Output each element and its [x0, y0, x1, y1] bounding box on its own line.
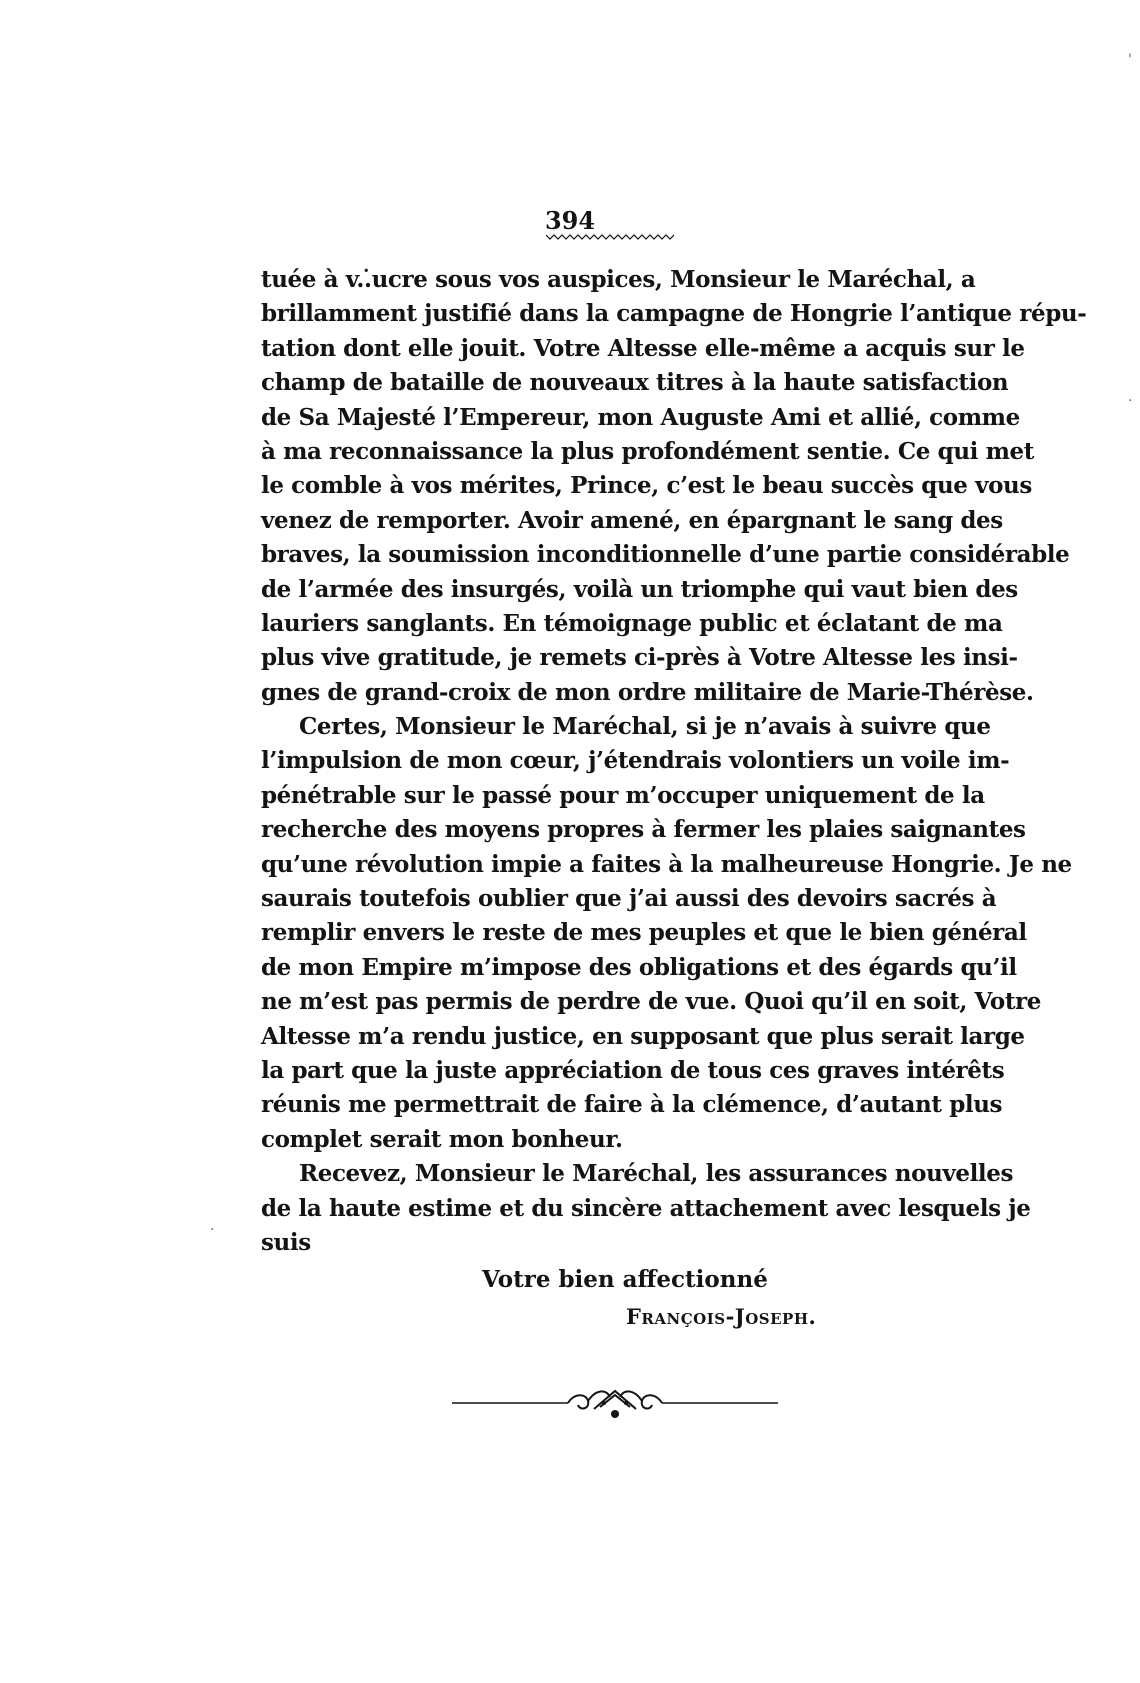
text-line: de mon Empire m’impose des obligations et des égards qu’il	[261, 953, 1017, 981]
text-line: complet serait mon bonheur.	[261, 1125, 623, 1153]
signature: François-Joseph.	[626, 1304, 817, 1329]
text-line: saurais toutefois oublier que j’ai aussi des devoirs sacrés à	[261, 885, 997, 913]
text-line: de Sa Majesté l’Empereur, mon Auguste Ami et allié, comme	[261, 403, 1020, 431]
text-line: pénétrable sur le passé pour m’occuper uniquement de la	[261, 781, 985, 809]
text-line: Recevez, Monsieur le Maréchal, les assurances nouvelles	[299, 1160, 1014, 1188]
closing-salutation: Votre bien affectionné	[482, 1266, 768, 1293]
margin-speck: ·	[1128, 393, 1133, 409]
page-number: 394	[544, 206, 596, 235]
text-line: tuée à v..̇ucre sous vos auspices, Monsieur le Maréchal, a	[261, 266, 976, 293]
margin-speck: ·	[210, 1222, 215, 1238]
page-number-wavy-rule	[546, 233, 674, 241]
text-line: lauriers sanglants. En témoignage public et éclatant de ma	[261, 609, 1003, 637]
text-line: de la haute estime et du sincère attachement avec lesquels je	[261, 1194, 1031, 1222]
letter-body	[261, 263, 1087, 1260]
text-line: braves, la soumission inconditionnelle d’une partie considérable	[261, 541, 1070, 569]
text-line: venez de remporter. Avoir amené, en épargnant le sang des	[261, 506, 1003, 534]
text-line: tation dont elle jouit. Votre Altesse elle-même a acquis sur le	[261, 334, 1025, 362]
ornamental-divider-icon	[450, 1383, 780, 1425]
text-line: ne m’est pas permis de perdre de vue. Quoi qu’il en soit, Votre	[261, 988, 1041, 1016]
text-line: le comble à vos mérites, Prince, c’est le beau succès que vous	[261, 472, 1032, 500]
text-line: l’impulsion de mon cœur, j’étendrais volontiers un voile im-	[261, 747, 1010, 775]
text-line: la part que la juste appréciation de tous ces graves intérêts	[261, 1056, 1005, 1084]
text-line: recherche des moyens propres à fermer les plaies saignantes	[261, 816, 1026, 844]
text-line: réunis me permettrait de faire à la clémence, d’autant plus	[261, 1091, 1003, 1119]
text-line: champ de bataille de nouveaux titres à la haute satisfaction	[261, 369, 1009, 397]
text-line: suis	[261, 1228, 311, 1256]
text-line: Certes, Monsieur le Maréchal, si je n’avais à suivre que	[299, 713, 991, 741]
text-line: brillamment justifié dans la campagne de Hongrie l’antique répu-	[261, 300, 1087, 328]
text-line: Altesse m’a rendu justice, en supposant que plus serait large	[261, 1022, 1025, 1050]
margin-speck: '	[1128, 52, 1132, 68]
text-line: gnes de grand-croix de mon ordre militaire de Marie-Thérèse.	[261, 678, 1034, 706]
text-line: remplir envers le reste de mes peuples et que le bien général	[261, 919, 1027, 947]
text-line: plus vive gratitude, je remets ci-près à Votre Altesse les insi-	[261, 644, 1018, 672]
text-line: qu’une révolution impie a faites à la malheureuse Hongrie. Je ne	[261, 850, 1072, 878]
text-line: à ma reconnaissance la plus profondément sentie. Ce qui met	[261, 437, 1034, 465]
text-line: de l’armée des insurgés, voilà un triomphe qui vaut bien des	[261, 575, 1018, 603]
